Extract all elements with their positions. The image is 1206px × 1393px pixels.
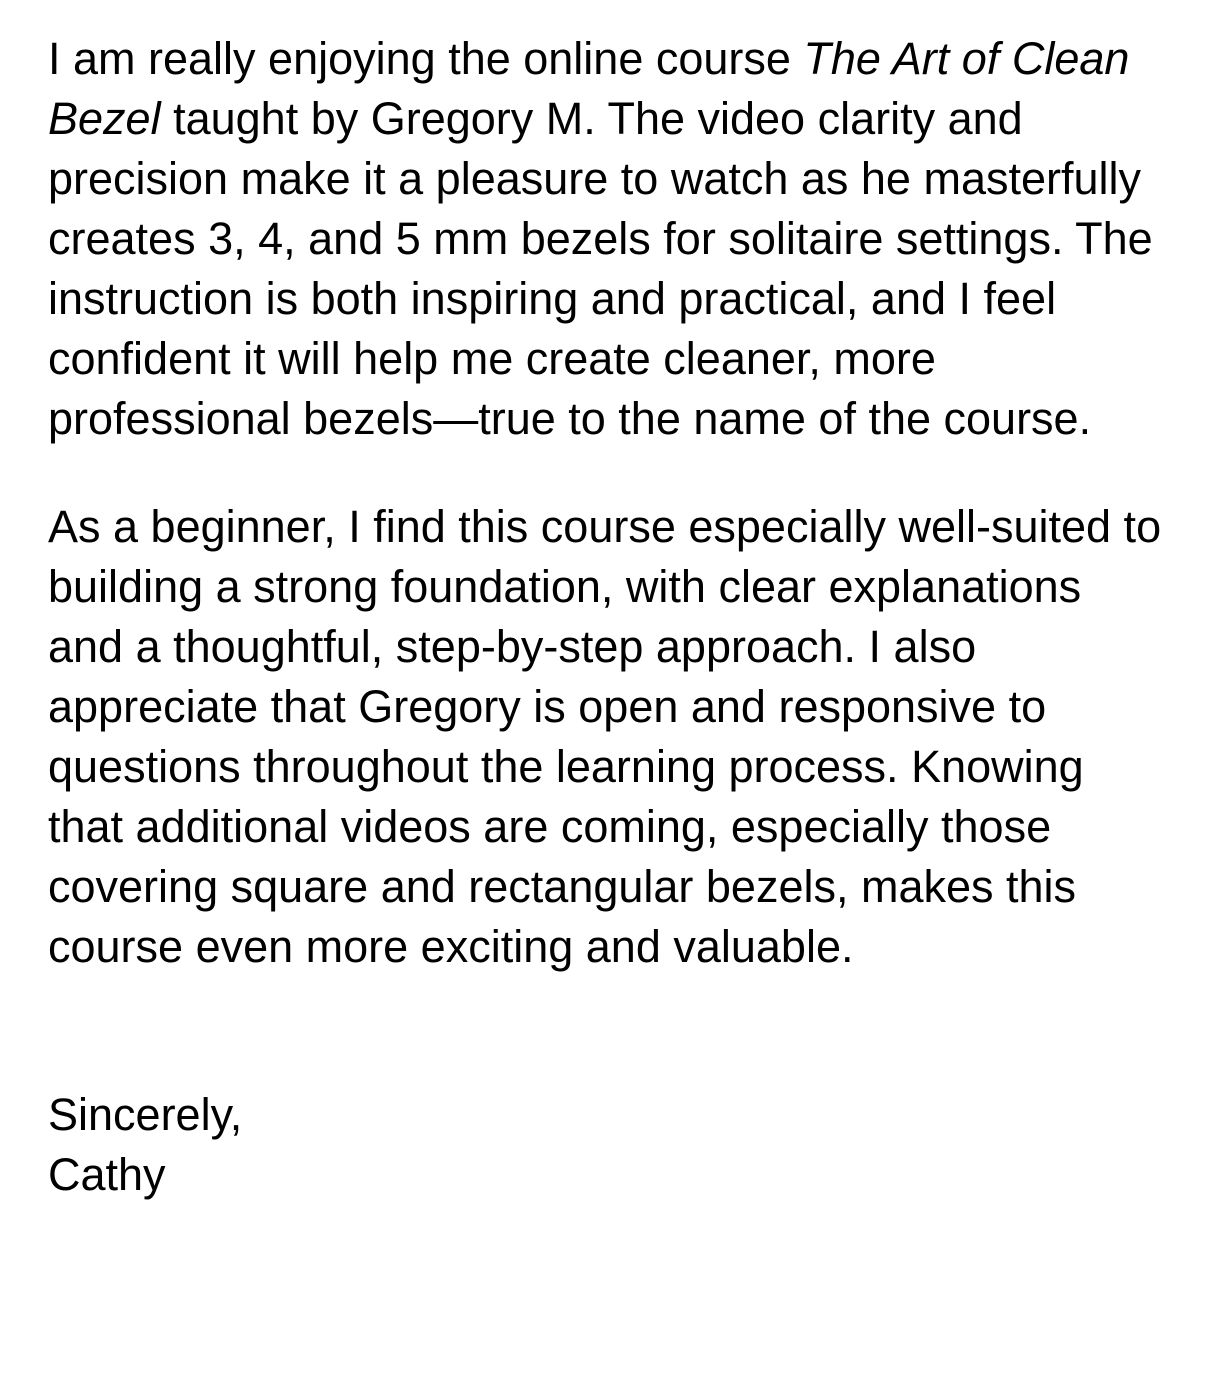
signature-name: Cathy xyxy=(48,1149,166,1200)
paragraph-1-intro: I am really enjoying the online course xyxy=(48,33,804,84)
paragraph-1-rest: taught by Gregory M. The video clarity and precision make it a pleasure to watch as he masterfully creates 3, 4, and 5 mm bezels for solitaire settings. The instruction is both inspiring and practical, and I feel confident it will help me create cleaner, more professional bezels—true to the name of the course. xyxy=(48,93,1153,444)
letter-body xyxy=(48,29,1168,1205)
closing-block xyxy=(48,1085,1168,1205)
course-title: The Art of Clean Bezel xyxy=(48,33,1130,144)
paragraph-course-praise xyxy=(48,29,1168,449)
closing-salutation: Sincerely, xyxy=(48,1089,243,1140)
paragraph-beginner-feedback: As a beginner, I find this course especially well-suited to building a strong foundation, with clear explanations and a thoughtful, step-by-step approach. I also appreciate that Gregory is open and responsive to questions throughout the learning process. Knowing that additional videos are coming, especially those covering square and rectangular bezels, makes this course even more exciting and valuable. xyxy=(48,501,1162,972)
